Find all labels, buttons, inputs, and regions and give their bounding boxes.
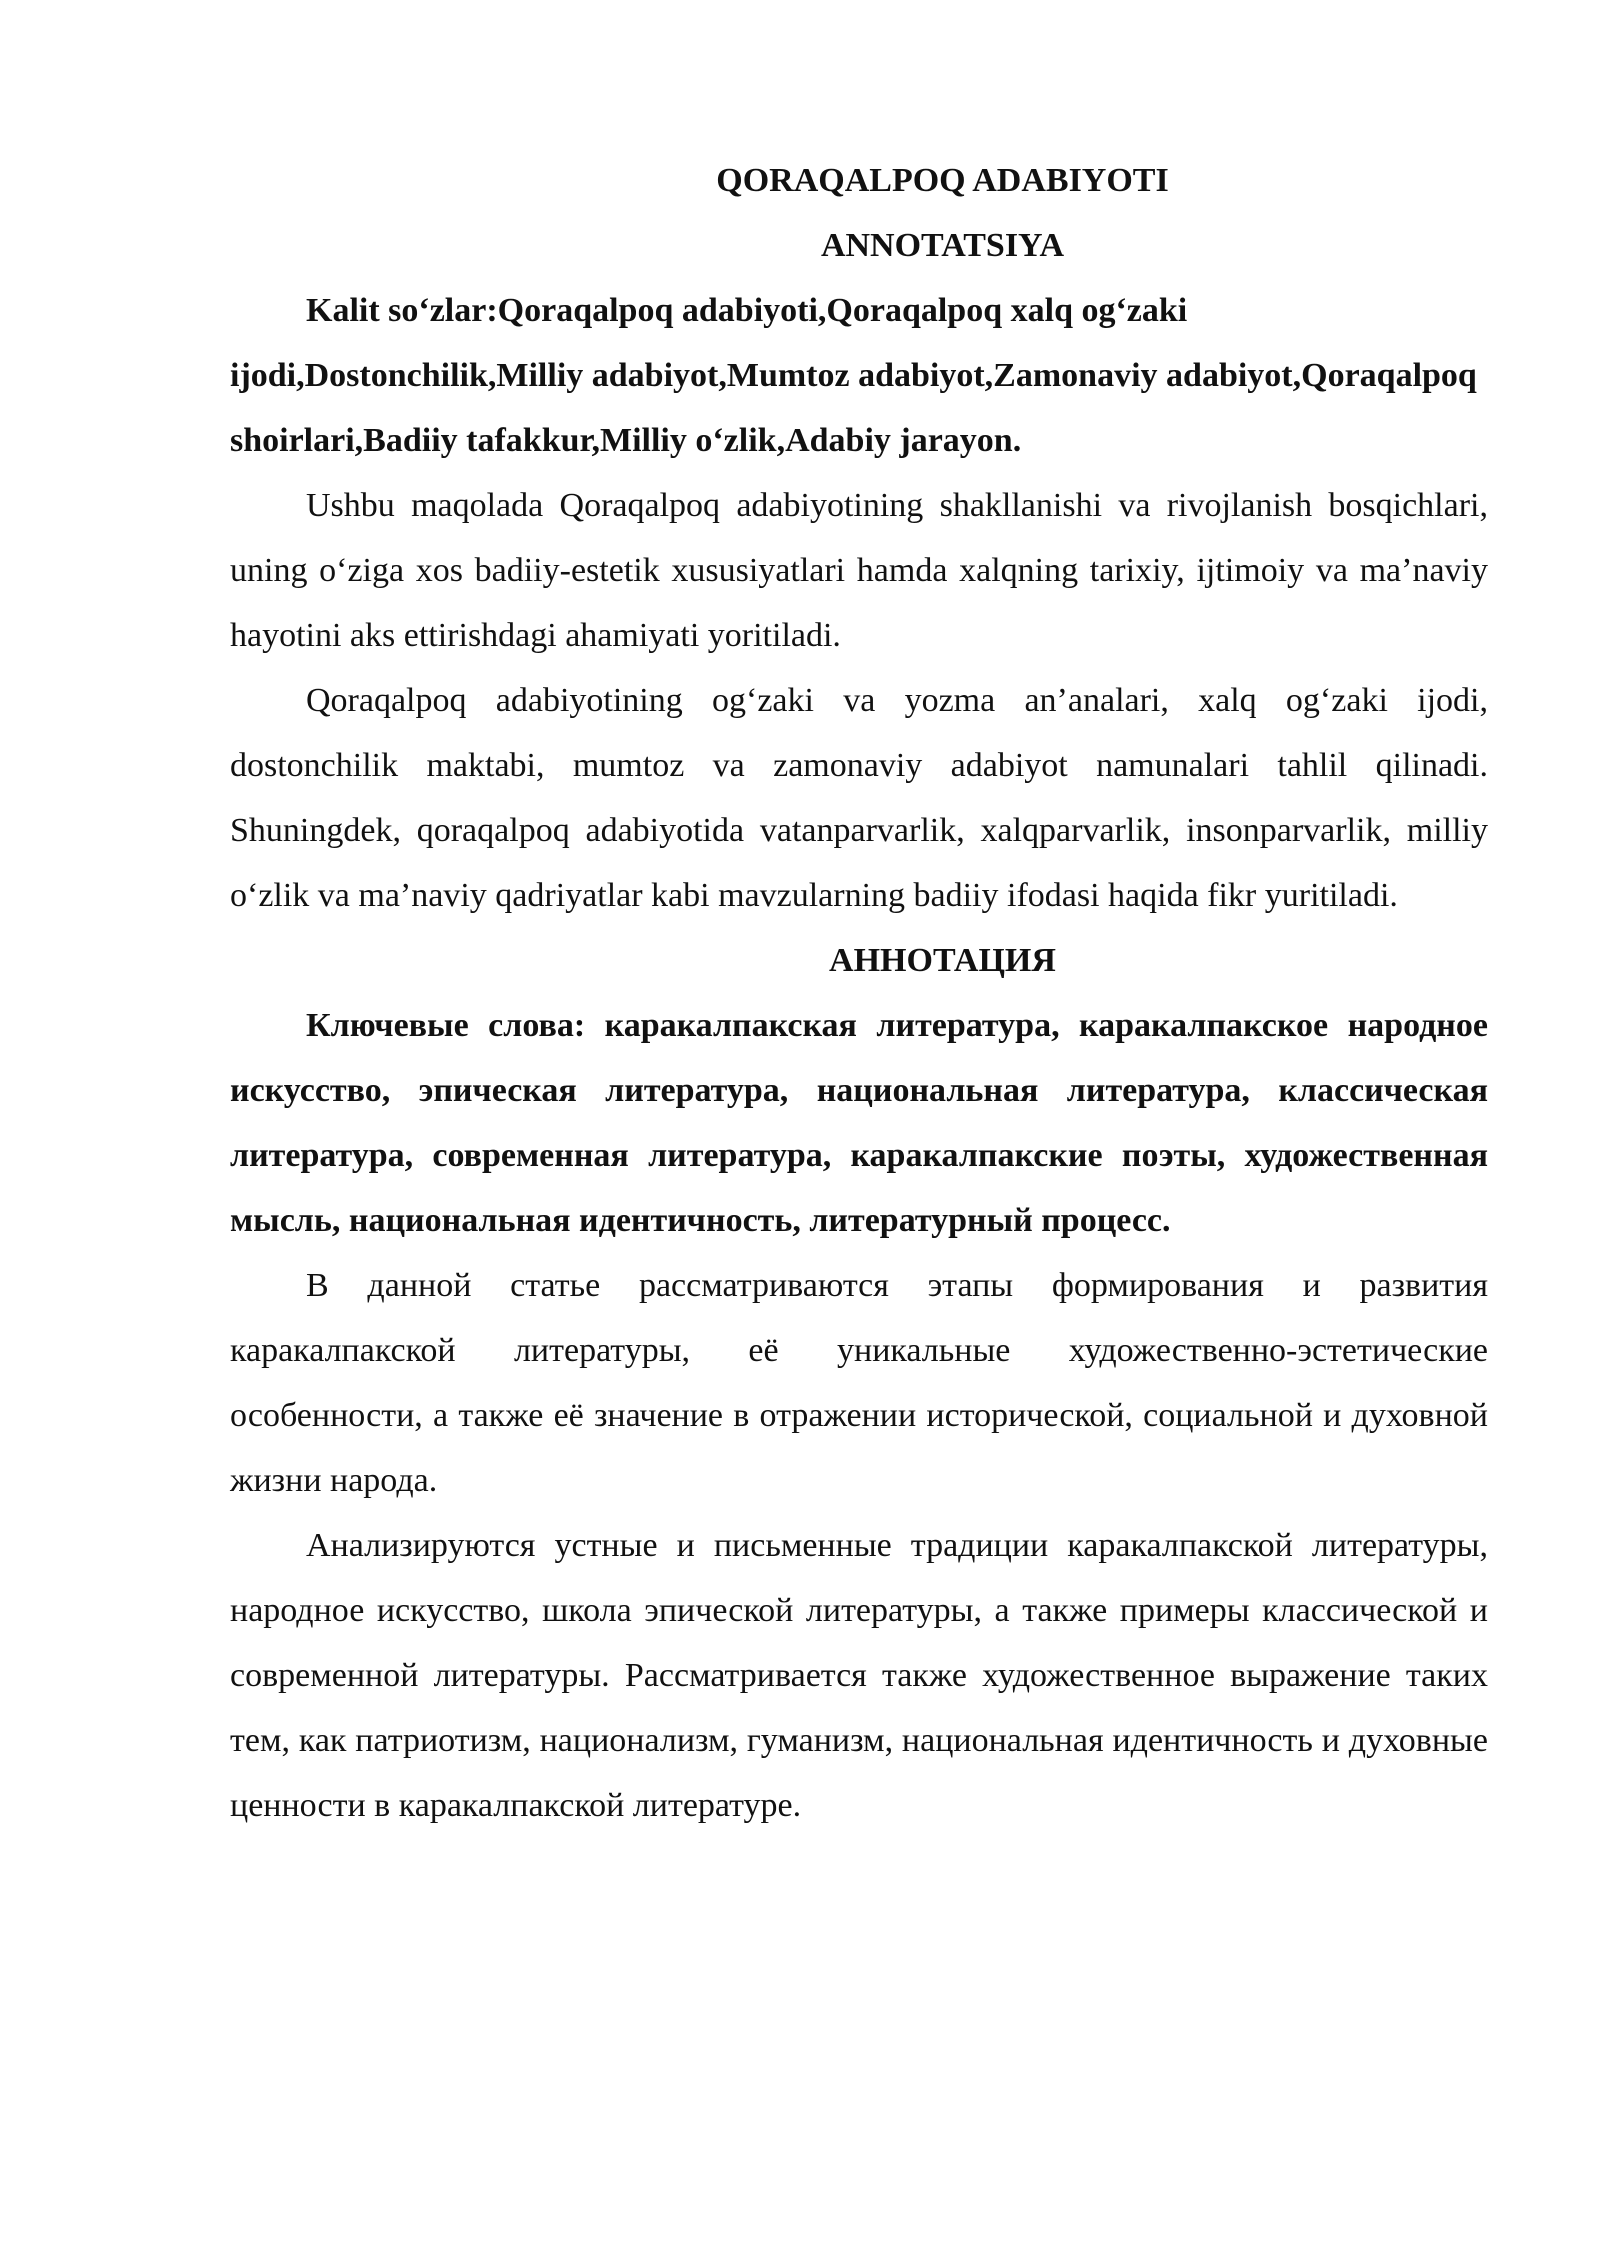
annotation-ru-paragraph-1: В данной статье рассматриваются этапы формирования и развития каракалпакской литературы, её уникальные художественно-эстетические особенности, а также её значение в отражении исторической, социальной и духовной жизни народа. bbox=[230, 1267, 1488, 1499]
annotation-ru-paragraph-2: Анализируются устные и письменные традиции каракалпакской литературы, народное искусство, школа эпической литературы, а также примеры классической и современной литературы. Рассматривается также художественное выражение таких тем, как патриотизм, национализм, гуманизм, национальная идентичность и духовные ценности в каракалпакской литературе. bbox=[230, 1527, 1488, 1824]
annotation-ru-keywords: Ключевые слова: каракалпакская литература, каракалпакское народное искусство, эпическая литература, национальная литература, классическая литература, современная литература, каракалпакские поэты, художественная мысль, национальная идентичность, литературный процесс. bbox=[230, 1007, 1488, 1239]
annotation-uz-paragraph-1: Ushbu maqolada Qoraqalpoq adabiyotining shakllanishi va rivojlanish bosqichlari, uning o‘ziga xos badiiy-estetik xususiyatlari hamda xalqning tarixiy, ijtimoiy va ma’naviy hayotini aks ettirishdagi ahamiyati yoritiladi. bbox=[230, 487, 1488, 654]
annotation-uz-heading: ANNOTATSIYA bbox=[820, 227, 1065, 264]
annotation-uz-keywords: Kalit so‘zlar:Qoraqalpoq adabiyoti,Qoraqalpoq xalq og‘zaki ijodi,Dostonchilik,Milliy adabiyot,Mumtoz adabiyot,Zamonaviy adabiyot,Qoraqalpoq shoirlari,Badiiy tafakkur,Milliy o‘zlik,Adabiy jarayon. bbox=[230, 292, 1477, 459]
document-body bbox=[230, 148, 1488, 1838]
document-title: QORAQALPOQ ADABIYOTI bbox=[716, 162, 1169, 199]
annotation-uz-paragraph-2: Qoraqalpoq adabiyotining og‘zaki va yozma an’analari, xalq og‘zaki ijodi, dostonchilik maktabi, mumtoz va zamonaviy adabiyot namunalari tahlil qilinadi. Shuningdek, qoraqalpoq adabiyotida vatanparvarlik, xalqparvarlik, insonparvarlik, milliy o‘zlik va ma’naviy qadriyatlar kabi mavzularning badiiy ifodasi haqida fikr yuritiladi. bbox=[230, 682, 1488, 914]
annotation-ru-heading: АННОТАЦИЯ bbox=[829, 942, 1056, 979]
